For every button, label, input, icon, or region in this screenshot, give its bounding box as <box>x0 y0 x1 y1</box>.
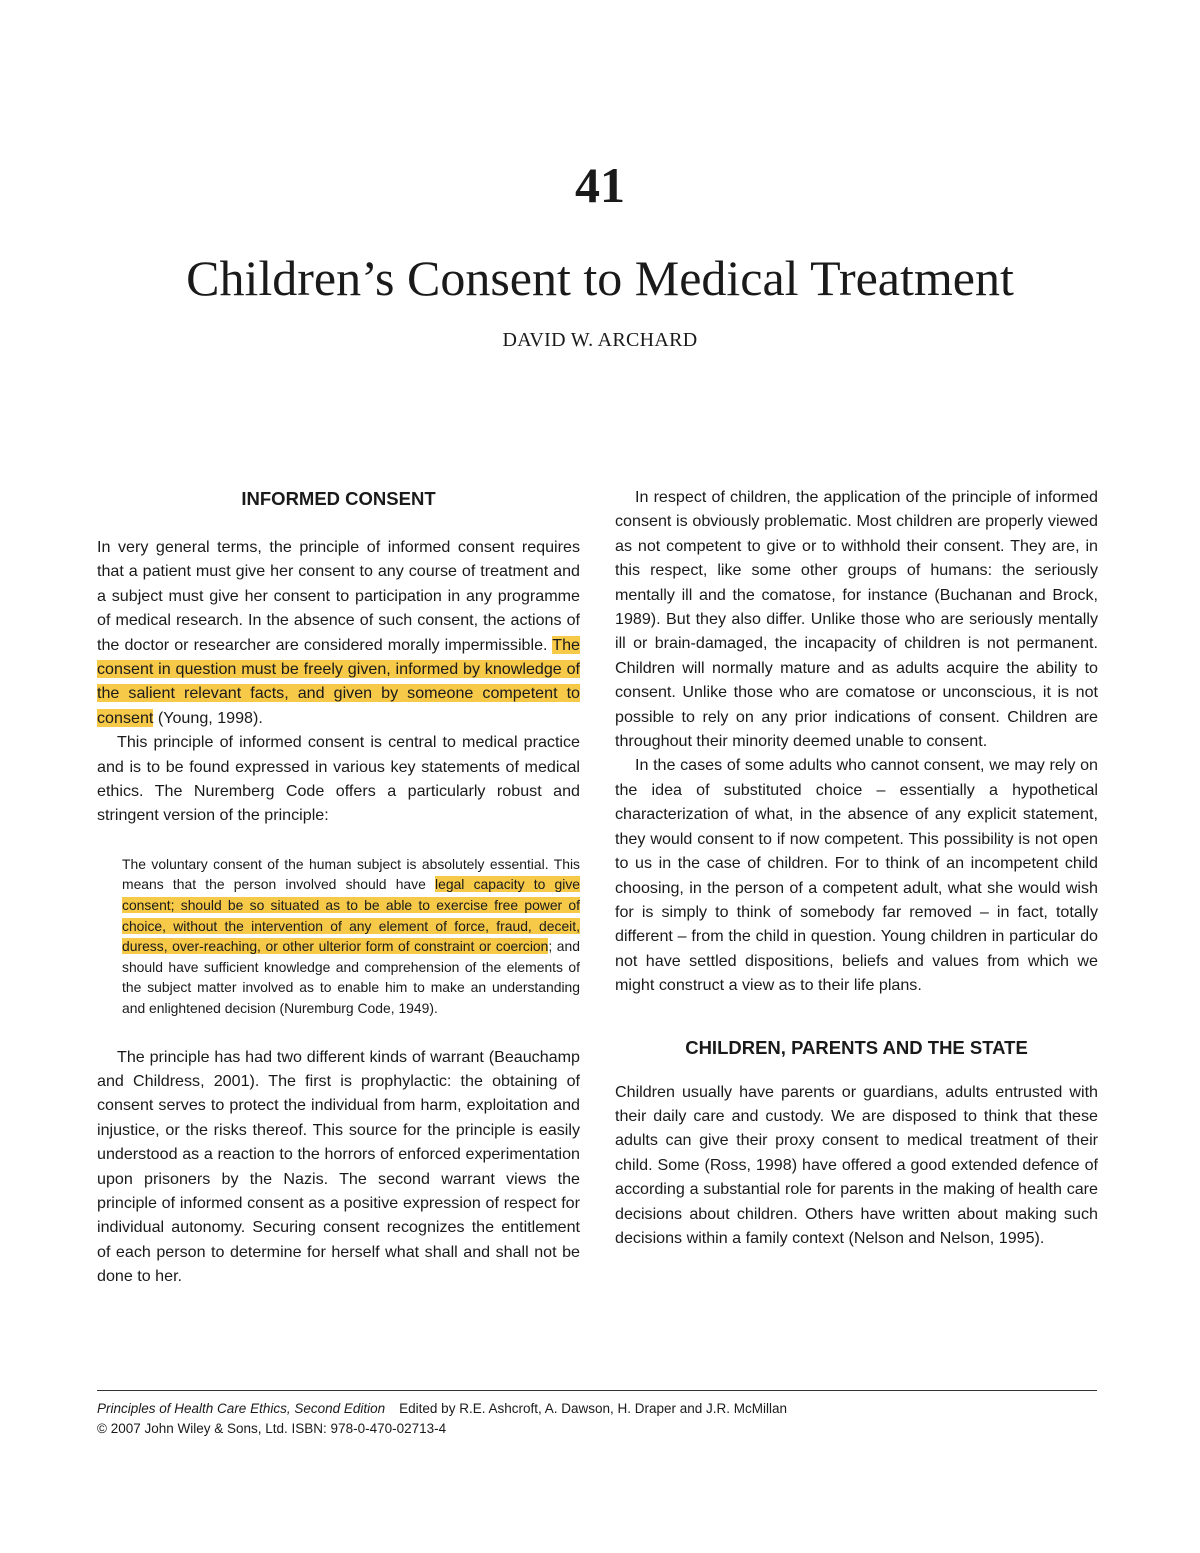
highlighted-quote-passage: legal capacity to give consent; should be so situated as to be able to exercise free power of choice, without the intervention of any element of force, fraud, deceit, duress, over-reaching, or other ulterior form of constraint or coercion <box>122 876 580 955</box>
nuremberg-code-quote <box>122 854 580 1019</box>
book-editors: Edited by R.E. Ashcroft, A. Dawson, H. Draper and J.R. McMillan <box>399 1401 788 1416</box>
copyright-line: © 2007 John Wiley & Sons, Ltd. ISBN: 978-0-470-02713-4 <box>97 1421 447 1436</box>
paragraph-central-principle: This principle of informed consent is central to medical practice and is to be found expressed in various key statements of medical ethics. The Nuremberg Code offers a particularly robust and stringent version of the principle: <box>97 733 580 825</box>
chapter-title: Children’s Consent to Medical Treatment <box>186 250 1014 306</box>
footer-publication-line <box>97 1399 1097 1419</box>
paragraph-children-problematic: In respect of children, the application of the principle of informed consent is obviously problematic. Most children are properly viewed as not competent to give or to withhold their consent. They are, in this respect, like some other groups of humans: the seriously mentally ill and the comatose, for instance (Buchanan and Brock, 1989). But they also differ. Unlike those who are seriously mentally ill or brain-damaged, the incapacity of children is not permanent. Children will normally mature and as adults acquire the ability to consent. Unlike those who are comatose or unconscious, it is not possible to rely on any prior indications of consent. Children are throughout their minority deemed unable to consent. <box>615 488 1098 751</box>
paragraph-informed-consent-intro <box>97 535 580 730</box>
paragraph-text: In very general terms, the principle of informed consent requires that a patient must give her consent to any course of treatment and a subject must give her consent to participation in any programme of medical research. In the absence of such consent, the actions of the doctor or researcher are considered morally impermissible. <box>97 538 580 654</box>
page-footer <box>97 1399 1097 1439</box>
right-column <box>615 485 1098 1250</box>
paragraph-two-warrants: The principle has had two different kinds of warrant (Beauchamp and Childress, 2001). The first is prophylactic: the obtaining of consent serves to protect the individual from harm, exploitation and injustice, or the risks thereof. This source for the principle is easily understood as a reaction to the horrors of enforced experimentation upon prisoners by the Nazis. The second warrant views the principle of informed consent as a positive expression of respect for individual autonomy. Securing consent recognizes the entitlement of each person to determine for herself what shall and shall not be done to her. <box>97 1047 580 1286</box>
paragraph-substituted-choice: In the cases of some adults who cannot consent, we may rely on the idea of substituted choice – essentially a hypothetical characterization of what, in the absence of any explicit statement, they would consent to if now competent. This possibility is not open to us in the case of children. For to think of an incompetent child choosing, in the person of a competent adult, what she would wish for is simply to think of somebody far removed – in fact, totally different – from the child in question. Young children in particular do not have settled dispositions, beliefs and values from which we might construct a view as to their life plans. <box>615 756 1098 995</box>
paragraph-parents-guardians: Children usually have parents or guardians, adults entrusted with their daily care and custody. We are disposed to think that these adults can give their proxy consent to medical treatment of their child. Some (Ross, 1998) have offered a good extended defence of according a substantial role for parents in the making of health care decisions about children. Others have written about making such decisions within a family context (Nelson and Nelson, 1995). <box>615 1082 1098 1247</box>
section-heading-informed-consent: INFORMED CONSENT <box>241 488 436 509</box>
citation-text: (Young, 1998). <box>153 708 263 727</box>
quote-text: The voluntary consent of the human subject is absolutely essential. This means that the person involved should have <box>122 855 580 893</box>
chapter-number: 41 <box>575 157 625 213</box>
quote-text-end: ; and should have sufficient knowledge and comprehension of the elements of the subject matter involved as to enable him to make an understanding and enlightened decision (Nuremburg Code, 1949). <box>122 938 580 1017</box>
book-title: Principles of Health Care Ethics, Second Edition <box>97 1401 386 1416</box>
section-heading-children-parents-state: CHILDREN, PARENTS AND THE STATE <box>685 1036 1028 1058</box>
highlighted-passage: The consent in question must be freely given, informed by knowledge of the salient relevant facts, and given by someone competent to consent <box>97 635 580 727</box>
author-name: DAVID W. ARCHARD <box>502 329 698 351</box>
left-column <box>97 485 580 1289</box>
footer-divider <box>97 1390 1097 1391</box>
